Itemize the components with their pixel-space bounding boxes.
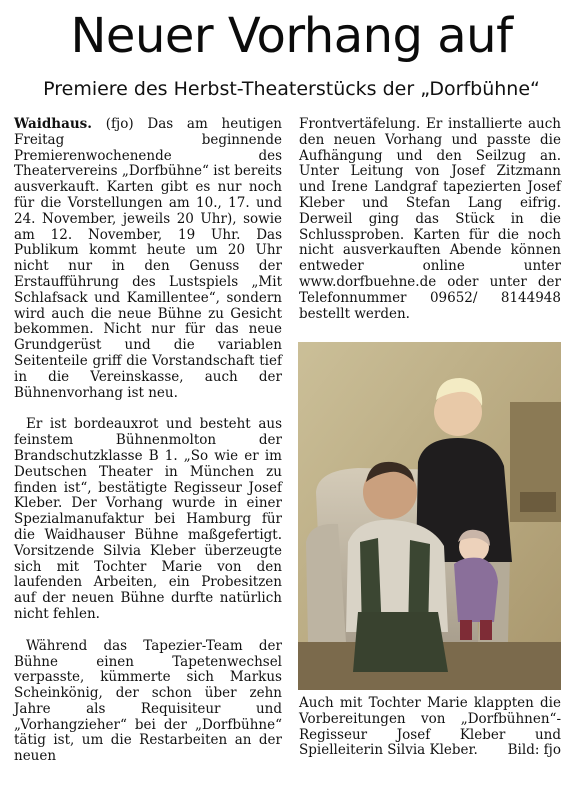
article-paragraph-3: Während das Tapezier-Team der Bühne einen Tapetenwechsel verpasste, kümmerte sich Markus Scheinkönig, der schon über zehn Jahre als Requisiteur und „Vorhangzieher“ bei der „Dorfbühne“ tätig ist, um die Restarbeiten an der neuen [14,637,282,765]
paragraph-1-text: (fjo) Das am heutigen Freitag beginnende Premierenwochenende des Theatervereins „Dorfbühne“ ist bereits ausverkauft. Karten gibt es nur noch für die Vorstellungen am 10., 17. und 24. November, jeweils 20 Uhr), sowie am 12. November, 19 Uhr. Das Publikum kommt heute um 20 Uhr nicht nur in den Genuss der Erstaufführung des Lustspiels „Mit Schlafsack und Kamillentee“, sondern wird auch die neue Bühne zu Gesicht bekommen. Nicht nur für das neue Grundgerüst und die variablen Seitenteile griff die Vorstandschaft tief in die Vereinskasse, auch der Bühnenvorhang ist neu. [14,116,282,401]
article-column-right [299,117,561,322]
article-photo [298,342,561,690]
article-paragraph-2: Er ist bordeauxrot und besteht aus feinstem Bühnenmolton der Brandschutzklasse B 1. „So wie er im Deutschen Theater in München zu finden ist“, bestätigte Regisseur Josef Kleber. Der Vorhang wurde in einer Spezialmanufaktur bei Hamburg für die Waidhauser Bühne maßgefertigt. Vorsitzende Silvia Kleber überzeugte sich mit Tochter Marie von den laufenden Arbeiten, ein Probesitzen auf der neuen Bühne durfte natürlich nicht fehlen. [14,416,282,622]
photo-illustration [298,342,561,690]
article-paragraph-1 [14,117,282,401]
photo-credit: Bild: fjo [507,742,561,759]
subheadline: Premiere des Herbst-Theaterstücks der „Dorfbühne“ [43,78,540,100]
article-paragraph-3-continued: Frontvertäfelung. Er installierte auch den neuen Vorhang und passte die Aufhängung und den Seilzug an. Unter Leitung von Josef Zitzmann und Irene Landgraf tapezierten Josef Kleber und Stefan Lang eifrig. Derweil ging das Stück in die Schlussproben. Karten für die noch nicht ausverkauften Abende können entweder online unter www.dorfbuehne.de oder unter der Telefonnummer 09652/ 8144948 bestellt werden. [299,116,561,322]
headline: Neuer Vorhang auf [70,8,513,64]
dateline: Waidhaus. [14,116,92,132]
photo-caption [299,696,561,759]
caption-text: Auch mit Tochter Marie klappten die Vorbereitungen von „Dorfbühnen“-Regisseur Josef Kleber und Spielleiterin Silvia Kleber. [299,695,561,759]
article-column-left [14,117,282,765]
